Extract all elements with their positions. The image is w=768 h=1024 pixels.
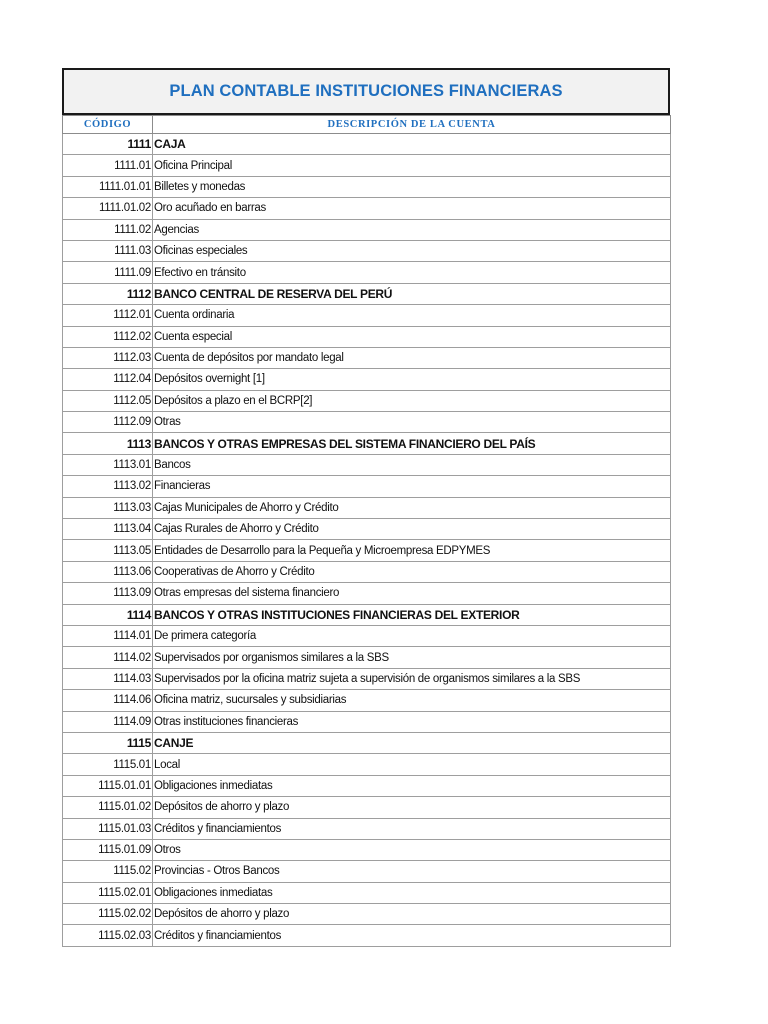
account-description: Obligaciones inmediatas [153,775,671,796]
account-description: Cuenta ordinaria [153,305,671,326]
account-description: BANCOS Y OTRAS INSTITUCIONES FINANCIERAS DEL EXTERIOR [153,604,671,625]
table-row [63,775,671,796]
table-row [63,519,671,540]
account-code: 1115.01 [63,754,153,775]
account-description: Entidades de Desarrollo para la Pequeña y Microempresa EDPYMES [153,540,671,561]
account-code: 1115.01.02 [63,797,153,818]
header-code: CÓDIGO [63,116,153,134]
account-description: Cuenta especial [153,326,671,347]
accounts-table [62,115,671,947]
table-row [63,240,671,261]
account-code: 1112.09 [63,412,153,433]
table-row [63,305,671,326]
account-code: 1111.02 [63,219,153,240]
table-row [63,818,671,839]
account-code: 1112 [63,283,153,304]
table-row [63,326,671,347]
table-row [63,540,671,561]
account-description: Depósitos overnight [1] [153,369,671,390]
account-description: Cajas Municipales de Ahorro y Crédito [153,497,671,518]
account-description: BANCO CENTRAL DE RESERVA DEL PERÚ [153,283,671,304]
table-row [63,647,671,668]
table-row [63,797,671,818]
account-description: Supervisados por la oficina matriz sujeta a supervisión de organismos similares a la SBS [153,668,671,689]
account-description: Bancos [153,454,671,475]
account-code: 1115.01.03 [63,818,153,839]
account-code: 1114.09 [63,711,153,732]
account-code: 1113.05 [63,540,153,561]
table-row [63,155,671,176]
table-row [63,711,671,732]
account-description: Obligaciones inmediatas [153,882,671,903]
account-code: 1113.06 [63,561,153,582]
table-row [63,369,671,390]
account-code: 1113 [63,433,153,454]
table-row [63,668,671,689]
account-description: Cajas Rurales de Ahorro y Crédito [153,519,671,540]
account-code: 1113.04 [63,519,153,540]
account-code: 1112.03 [63,347,153,368]
account-description: Créditos y financiamientos [153,925,671,946]
table-group-row [63,604,671,625]
account-code: 1115.02.03 [63,925,153,946]
account-description: Otras [153,412,671,433]
account-description: Billetes y monedas [153,176,671,197]
account-code: 1115.01.09 [63,839,153,860]
table-row [63,583,671,604]
account-description: Depósitos de ahorro y plazo [153,904,671,925]
account-description: Otras empresas del sistema financiero [153,583,671,604]
table-group-row [63,433,671,454]
account-description: Oro acuñado en barras [153,198,671,219]
table-row [63,219,671,240]
account-code: 1114.06 [63,690,153,711]
account-code: 1115 [63,732,153,753]
account-code: 1111.01.02 [63,198,153,219]
table-row [63,476,671,497]
account-description: Cuenta de depósitos por mandato legal [153,347,671,368]
table-row [63,497,671,518]
table-group-row [63,283,671,304]
account-description: Oficina Principal [153,155,671,176]
table-group-row [63,732,671,753]
table-row [63,262,671,283]
account-code: 1114.03 [63,668,153,689]
table-body [63,134,671,947]
account-description: CAJA [153,134,671,155]
table-group-row [63,134,671,155]
account-description: Agencias [153,219,671,240]
table-row [63,390,671,411]
table-row [63,176,671,197]
account-code: 1112.02 [63,326,153,347]
table-row [63,839,671,860]
account-description: Depósitos de ahorro y plazo [153,797,671,818]
table-row [63,454,671,475]
account-plan-sheet [62,68,670,947]
account-description: CANJE [153,732,671,753]
title-box [62,68,670,115]
account-description: Oficinas especiales [153,240,671,261]
account-description: Cooperativas de Ahorro y Crédito [153,561,671,582]
account-description: Provincias - Otros Bancos [153,861,671,882]
page-title: PLAN CONTABLE INSTITUCIONES FINANCIERAS [169,82,563,100]
table-header-row [63,116,671,134]
account-description: Efectivo en tránsito [153,262,671,283]
account-code: 1111.09 [63,262,153,283]
account-code: 1114 [63,604,153,625]
account-code: 1115.02.02 [63,904,153,925]
account-code: 1112.05 [63,390,153,411]
account-code: 1114.01 [63,625,153,646]
account-code: 1113.01 [63,454,153,475]
account-code: 1111 [63,134,153,155]
table-row [63,347,671,368]
account-code: 1114.02 [63,647,153,668]
table-row [63,198,671,219]
account-code: 1111.01.01 [63,176,153,197]
table-row [63,861,671,882]
account-description: Financieras [153,476,671,497]
account-description: BANCOS Y OTRAS EMPRESAS DEL SISTEMA FINANCIERO DEL PAÍS [153,433,671,454]
table-row [63,904,671,925]
account-description: Supervisados por organismos similares a la SBS [153,647,671,668]
account-code: 1115.01.01 [63,775,153,796]
table-row [63,412,671,433]
account-description: Oficina matriz, sucursales y subsidiarias [153,690,671,711]
account-code: 1111.03 [63,240,153,261]
account-code: 1112.04 [63,369,153,390]
account-code: 1113.03 [63,497,153,518]
account-description: Otras instituciones financieras [153,711,671,732]
header-description: DESCRIPCIÓN DE LA CUENTA [153,116,671,134]
table-row [63,882,671,903]
table-row [63,625,671,646]
account-description: Local [153,754,671,775]
table-row [63,561,671,582]
table-row [63,690,671,711]
account-code: 1111.01 [63,155,153,176]
account-description: Otros [153,839,671,860]
account-code: 1113.02 [63,476,153,497]
table-row [63,754,671,775]
account-description: De primera categoría [153,625,671,646]
account-code: 1115.02.01 [63,882,153,903]
account-code: 1112.01 [63,305,153,326]
table-row [63,925,671,946]
account-description: Depósitos a plazo en el BCRP[2] [153,390,671,411]
account-description: Créditos y financiamientos [153,818,671,839]
account-code: 1115.02 [63,861,153,882]
account-code: 1113.09 [63,583,153,604]
